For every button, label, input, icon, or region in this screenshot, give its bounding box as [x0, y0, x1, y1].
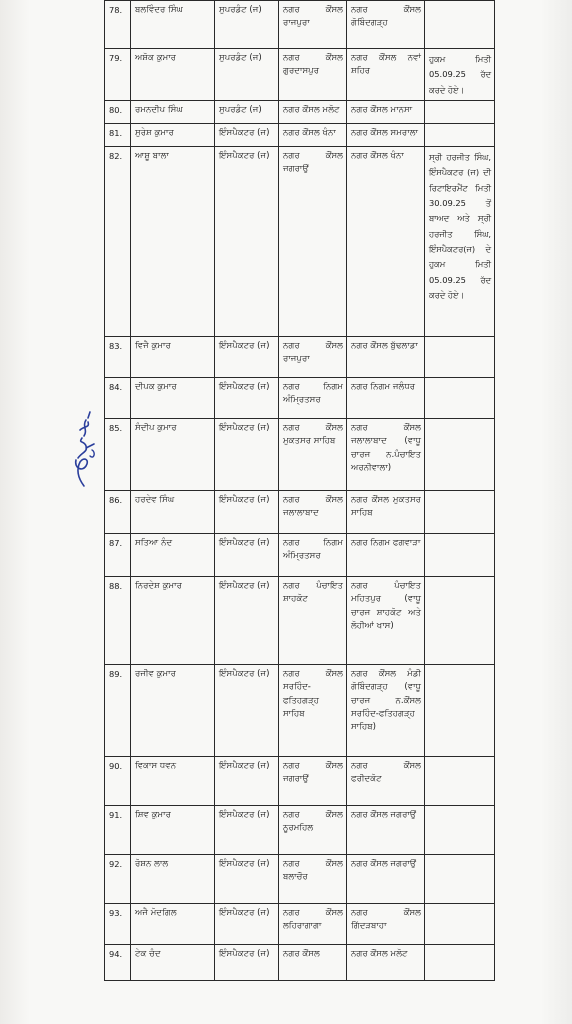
- designation-cell: ਇੰਸਪੈਕਟਰ (ਜ): [215, 491, 279, 534]
- table-row: [105, 49, 495, 101]
- current-posting-cell: ਨਗਰ ਕੌਂਸਲ ਜਗਰਾਉਂ: [279, 147, 347, 337]
- table-row: [105, 491, 495, 534]
- table-row: [105, 904, 495, 945]
- remarks-cell: [425, 806, 495, 855]
- current-posting-cell: ਨਗਰ ਕੌਂਸਲ ਸਰਹਿੰਦ-ਫਤਿਹਗੜ੍ਹ ਸਾਹਿਬ: [279, 665, 347, 757]
- new-posting-cell: ਨਗਰ ਨਿਗਮ ਜਲੰਧਰ: [347, 378, 425, 419]
- current-posting-cell: ਨਗਰ ਪੰਚਾਇਤ ਸ਼ਾਹਕੋਟ: [279, 577, 347, 665]
- serial-number-cell: 84.: [105, 378, 131, 419]
- table-row: [105, 945, 495, 981]
- remarks-cell: [425, 337, 495, 378]
- designation-cell: ਸੁਪਰਡੰਟ (ਜ): [215, 1, 279, 49]
- employee-name-cell: ਸਤਿਆ ਨੰਦ: [131, 534, 215, 577]
- table-row: [105, 665, 495, 757]
- serial-number-cell: 94.: [105, 945, 131, 981]
- serial-number-cell: 79.: [105, 49, 131, 101]
- remarks-cell: [425, 491, 495, 534]
- employee-name-cell: ਰਮਨਦੀਪ ਸਿੰਘ: [131, 101, 215, 124]
- table-row: [105, 124, 495, 147]
- remarks-cell: [425, 101, 495, 124]
- new-posting-cell: ਨਗਰ ਕੌਂਸਲ ਨਵਾਂ ਸ਼ਹਿਰ: [347, 49, 425, 101]
- new-posting-cell: ਨਗਰ ਕੌਂਸਲ ਸਮਰਾਲਾ: [347, 124, 425, 147]
- serial-number-cell: 93.: [105, 904, 131, 945]
- current-posting-cell: ਨਗਰ ਨਿਗਮ ਅੰਮ੍ਰਿਤਸਰ: [279, 534, 347, 577]
- employee-name-cell: ਸੰਦੀਪ ਕੁਮਾਰ: [131, 419, 215, 491]
- employee-name-cell: ਨਿਰਦੇਸ਼ ਕੁਮਾਰ: [131, 577, 215, 665]
- serial-number-cell: 87.: [105, 534, 131, 577]
- employee-name-cell: ਰੋਸ਼ਨ ਲਾਲ: [131, 855, 215, 904]
- new-posting-cell: ਨਗਰ ਕੌਂਸਲ ਗੋਬਿੰਦਗੜ੍ਹ: [347, 1, 425, 49]
- current-posting-cell: ਨਗਰ ਕੌਂਸਲ ਰਾਜਪੁਰਾ: [279, 1, 347, 49]
- remarks-cell: ਹੁਕਮ ਮਿਤੀ 05.09.25 ਰੱਦ ਕਰਦੇ ਹੋਏ।: [425, 49, 495, 101]
- employee-name-cell: ਦੀਪਕ ਕੁਮਾਰ: [131, 378, 215, 419]
- employee-name-cell: ਹਰਦੇਵ ਸਿੰਘ: [131, 491, 215, 534]
- table-row: [105, 147, 495, 337]
- serial-number-cell: 92.: [105, 855, 131, 904]
- current-posting-cell: ਨਗਰ ਕੌਂਸਲ ਬਲਾਚੌਰ: [279, 855, 347, 904]
- designation-cell: ਇੰਸਪੈਕਟਰ (ਜ): [215, 577, 279, 665]
- new-posting-cell: ਨਗਰ ਕੌਂਸਲ ਗਿੱਦੜਬਾਹਾ: [347, 904, 425, 945]
- table-row: [105, 534, 495, 577]
- serial-number-cell: 80.: [105, 101, 131, 124]
- transfer-orders-table: [104, 0, 495, 981]
- new-posting-cell: ਨਗਰ ਕੌਂਸਲ ਜਗਰਾਉਂ: [347, 806, 425, 855]
- remarks-cell: ਸ੍ਰੀ ਹਰਜੀਤ ਸਿੰਘ, ਇੰਸਪੈਕਟਰ (ਜ) ਦੀ ਰਿਟਾਇਰਮੈਂਟ ਮਿਤੀ 30.09.25 ਤੋਂ ਬਾਅਦ ਅਤੇ ਸ੍ਰੀ ਹਰਜੀਤ ਸਿੰਘ, ਇੰਸਪੈਕਟਰ(ਜ) ਦੇ ਹੁਕਮ ਮਿਤੀ 05.09.25 ਰੱਦ ਕਰਦੇ ਹੋਏ।: [425, 147, 495, 337]
- new-posting-cell: ਨਗਰ ਕੌਂਸਲ ਮਾਨਸਾ: [347, 101, 425, 124]
- designation-cell: ਇੰਸਪੈਕਟਰ (ਜ): [215, 855, 279, 904]
- serial-number-cell: 90.: [105, 757, 131, 806]
- designation-cell: ਇੰਸਪੈਕਟਰ (ਜ): [215, 378, 279, 419]
- new-posting-cell: ਨਗਰ ਕੌਂਸਲ ਫਰੀਦਕੋਟ: [347, 757, 425, 806]
- designation-cell: ਇੰਸਪੈਕਟਰ (ਜ): [215, 904, 279, 945]
- remarks-cell: [425, 1, 495, 49]
- serial-number-cell: 82.: [105, 147, 131, 337]
- new-posting-cell: ਨਗਰ ਨਿਗਮ ਫਗਵਾੜਾ: [347, 534, 425, 577]
- employee-name-cell: ਵਿਜੈ ਕੁਮਾਰ: [131, 337, 215, 378]
- current-posting-cell: ਨਗਰ ਕੌਂਸਲ ਮੁਕਤਸਰ ਸਾਹਿਬ: [279, 419, 347, 491]
- designation-cell: ਸੁਪਰਡੰਟ (ਜ): [215, 101, 279, 124]
- current-posting-cell: ਨਗਰ ਕੌਂਸਲ ਜਲਾਲਾਬਾਦ: [279, 491, 347, 534]
- current-posting-cell: ਨਗਰ ਕੌਂਸਲ ਨੂਰਮਹਿਲ: [279, 806, 347, 855]
- remarks-cell: [425, 534, 495, 577]
- remarks-cell: [425, 124, 495, 147]
- table-row: [105, 577, 495, 665]
- table-row: [105, 1, 495, 49]
- serial-number-cell: 88.: [105, 577, 131, 665]
- designation-cell: ਇੰਸਪੈਕਟਰ (ਜ): [215, 806, 279, 855]
- serial-number-cell: 83.: [105, 337, 131, 378]
- new-posting-cell: ਨਗਰ ਕੌਂਸਲ ਮਲੋਟ: [347, 945, 425, 981]
- current-posting-cell: ਨਗਰ ਕੌਂਸਲ ਗੁਰਦਾਸਪੁਰ: [279, 49, 347, 101]
- designation-cell: ਇੰਸਪੈਕਟਰ (ਜ): [215, 147, 279, 337]
- designation-cell: ਇੰਸਪੈਕਟਰ (ਜ): [215, 419, 279, 491]
- remarks-cell: [425, 419, 495, 491]
- serial-number-cell: 89.: [105, 665, 131, 757]
- current-posting-cell: ਨਗਰ ਨਿਗਮ ਅੰਮ੍ਰਿਤਸਰ: [279, 378, 347, 419]
- table-row: [105, 337, 495, 378]
- new-posting-cell: ਨਗਰ ਕੌਂਸਲ ਜਲਾਲਾਬਾਦ (ਵਾਧੂ ਚਾਰਜ ਨ.ਪੰਚਾਇਤ ਅਰਨੀਵਾਲਾ): [347, 419, 425, 491]
- current-posting-cell: ਨਗਰ ਕੌਂਸਲ: [279, 945, 347, 981]
- serial-number-cell: 91.: [105, 806, 131, 855]
- designation-cell: ਇੰਸਪੈਕਟਰ (ਜ): [215, 665, 279, 757]
- serial-number-cell: 81.: [105, 124, 131, 147]
- current-posting-cell: ਨਗਰ ਕੌਂਸਲ ਲਹਿਰਾਗਾਗਾ: [279, 904, 347, 945]
- remarks-cell: [425, 665, 495, 757]
- new-posting-cell: ਨਗਰ ਕੌਂਸਲ ਜਗਰਾਉਂ: [347, 855, 425, 904]
- serial-number-cell: 78.: [105, 1, 131, 49]
- designation-cell: ਇੰਸਪੈਕਟਰ (ਜ): [215, 337, 279, 378]
- remarks-cell: [425, 855, 495, 904]
- new-posting-cell: ਨਗਰ ਕੌਂਸਲ ਮੁਕਤਸਰ ਸਾਹਿਬ: [347, 491, 425, 534]
- employee-name-cell: ਅਸ਼ੋਕ ਕੁਮਾਰ: [131, 49, 215, 101]
- handwritten-signature: [64, 400, 104, 490]
- employee-name-cell: ਬਲਵਿੰਦਰ ਸਿੰਘ: [131, 1, 215, 49]
- new-posting-cell: ਨਗਰ ਪੰਚਾਇਤ ਮਹਿਤਪੁਰ (ਵਾਧੂ ਚਾਰਜ ਸ਼ਾਹਕੋਟ ਅਤੇ ਲੋਹੀਆਂ ਖਾਸ): [347, 577, 425, 665]
- employee-name-cell: ਰਜੀਵ ਕੁਮਾਰ: [131, 665, 215, 757]
- remarks-cell: [425, 378, 495, 419]
- designation-cell: ਸੁਪਰਡੰਟ (ਜ): [215, 49, 279, 101]
- new-posting-cell: ਨਗਰ ਕੌਂਸਲ ਮੰਡੀ ਗੋਬਿੰਦਗੜ੍ਹ (ਵਾਧੂ ਚਾਰਜ ਨ.ਕੌਂਸਲ ਸਰਹਿੰਦ-ਫਤਿਹਗੜ੍ਹ ਸਾਹਿਬ): [347, 665, 425, 757]
- designation-cell: ਇੰਸਪੈਕਟਰ (ਜ): [215, 534, 279, 577]
- table-row: [105, 378, 495, 419]
- remarks-cell: [425, 577, 495, 665]
- serial-number-cell: 86.: [105, 491, 131, 534]
- table-row: [105, 806, 495, 855]
- new-posting-cell: ਨਗਰ ਕੌਂਸਲ ਖੰਨਾ: [347, 147, 425, 337]
- current-posting-cell: ਨਗਰ ਕੌਂਸਲ ਮਲੋਟ: [279, 101, 347, 124]
- table-row: [105, 757, 495, 806]
- table-row: [105, 419, 495, 491]
- remarks-cell: [425, 757, 495, 806]
- employee-name-cell: ਵਿਕਾਸ ਧਵਨ: [131, 757, 215, 806]
- table-row: [105, 855, 495, 904]
- designation-cell: ਇੰਸਪੈਕਟਰ (ਜ): [215, 124, 279, 147]
- employee-name-cell: ਸ਼ਿਵ ਕੁਮਾਰ: [131, 806, 215, 855]
- employee-name-cell: ਟੇਕ ਚੰਦ: [131, 945, 215, 981]
- remarks-cell: [425, 945, 495, 981]
- designation-cell: ਇੰਸਪੈਕਟਰ (ਜ): [215, 757, 279, 806]
- employee-name-cell: ਸੁਰੇਸ਼ ਕੁਮਾਰ: [131, 124, 215, 147]
- table-row: [105, 101, 495, 124]
- table-body: [105, 1, 495, 981]
- current-posting-cell: ਨਗਰ ਕੌਂਸਲ ਜਗਰਾਉਂ: [279, 757, 347, 806]
- new-posting-cell: ਨਗਰ ਕੌਂਸਲ ਬੁੱਢਲਾਡਾ: [347, 337, 425, 378]
- designation-cell: ਇੰਸਪੈਕਟਰ (ਜ): [215, 945, 279, 981]
- remarks-cell: [425, 904, 495, 945]
- current-posting-cell: ਨਗਰ ਕੌਂਸਲ ਖੰਨਾ: [279, 124, 347, 147]
- employee-name-cell: ਅਜੈ ਮੋਦਗਿਲ: [131, 904, 215, 945]
- current-posting-cell: ਨਗਰ ਕੌਂਸਲ ਰਾਜਪੁਰਾ: [279, 337, 347, 378]
- serial-number-cell: 85.: [105, 419, 131, 491]
- employee-name-cell: ਆਸ਼ੂ ਬਾਲਾ: [131, 147, 215, 337]
